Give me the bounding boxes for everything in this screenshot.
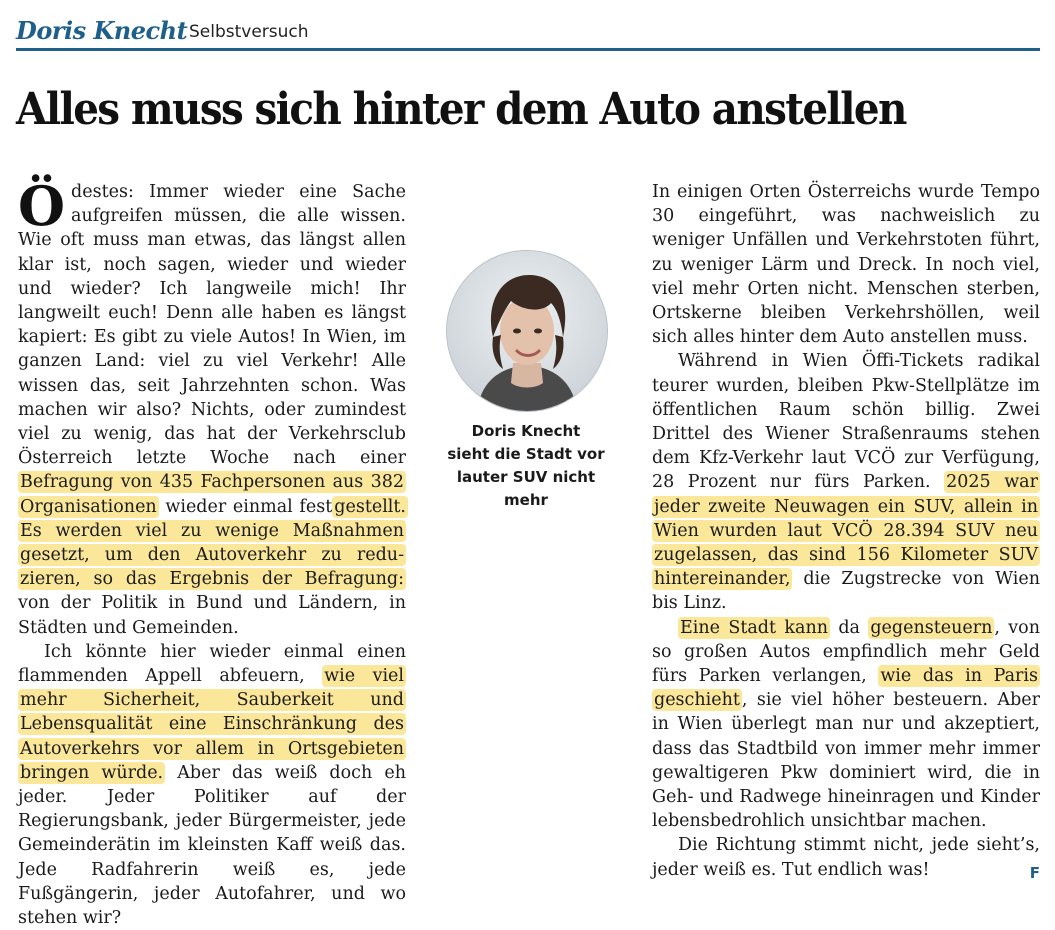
portrait-caption: [440, 420, 612, 512]
caption-line: lauter SUV nicht: [456, 468, 596, 486]
body-text: Während in Wien Öffi-Tickets radikal teurer wurden, bleiben Pkw-Stellplätze im öffentlichen Raum schön billig. Zwei Drittel des Wiener Straßenraums stehen dem Kfz-Verkehr laut VCÖ zur Verfügung, 28 Prozent nur fürs Parken.: [652, 351, 1040, 493]
body-text: destes: Immer wieder eine Sache aufgreifen müssen, die alle wissen. Wie oft muss man etwas, das längst allen klar ist, noch sagen, wieder und wieder und wieder? Ich langweile mich! Ihr langweilt euch! Denn alle haben es längst kapiert: Es gibt zu viele Autos! In Wien, im ganzen Land: viel zu viel Verkehr! Alle wissen das, seit Jahrzehnten schon. Was machen wir also? Nichts, oder zumindest viel zu wenig, das hat der Verkehrsclub Österreich letzte Woche nach einer: [18, 182, 406, 469]
body-text: wieder einmal fest: [158, 496, 333, 517]
drop-cap: Ö: [18, 174, 66, 238]
article-paragraph: [652, 180, 1040, 349]
highlighted-text: gegensteuern: [870, 617, 993, 638]
article-column-right: [652, 180, 1040, 885]
caption-line: sieht die Stadt vor: [447, 445, 605, 463]
body-text: , von so großen Autos empfindlich mehr Geld fürs Parken verlangen,: [652, 617, 1040, 687]
article-paragraph: [18, 174, 406, 640]
column-header: [16, 14, 1040, 51]
body-text: da: [829, 617, 869, 638]
highlighted-text: wie viel mehr Sicherheit, Sauberkeit und Lebensqualität eine Einschränkung des Autoverkehrs vor allem in Ortsgebieten bringen würde.: [20, 666, 405, 783]
highlighted-text: 2025 war jeder zweite Neuwagen ein SUV, allein in Wien wurden laut VCÖ 28.394 SUV neu zugelassen, das sind 156 Kilometer SUV hintereinander,: [654, 472, 1038, 590]
highlighted-text: Es werden viel zu wenige Maßnahmen gesetzt, um den Autoverkehr zu reduzieren, so das Ergebnis der Befragung:: [20, 520, 404, 590]
portrait-photo: [447, 251, 607, 411]
article-column-left: [18, 174, 406, 930]
article-paragraph: [652, 833, 1040, 881]
article-paragraph: [652, 616, 1040, 834]
article-paragraph: [18, 640, 406, 930]
highlighted-text: Eine Stadt kann: [680, 617, 828, 638]
author-name: Doris Knecht: [16, 16, 188, 45]
rubric-label: Selbstversuch: [189, 22, 309, 42]
body-text: Die Richtung stimmt nicht, jede sieht’s, jeder weiß es. Tut endlich was!: [652, 835, 1040, 880]
caption-line: mehr: [504, 491, 548, 509]
body-text: die Zugstrecke von Wien bis Linz.: [652, 569, 1040, 614]
body-text: Ich könnte hier wieder einmal einen flammenden Appell abfeuern,: [18, 641, 406, 687]
caption-line: Doris Knecht: [471, 422, 581, 440]
body-text: Aber das weiß doch eh jeder. Jeder Politiker auf der Regierungsbank, jeder Bürgermeister, jede Gemeinderätin im kleinsten Kaff weiß das. Jede Radfahrerin weiß es, jede Fußgängerin, jeder Autofahrer, und wo stehen wir?: [18, 762, 406, 929]
body-text: , sie viel höher besteuern. Aber in Wien überlegt man nur und akzeptiert, dass das Stadtbild von immer mehr immer gewaltigeren Pkw dominiert wird, die in Geh- und Radwege hineinragen und Kinder lebensbedrohlich unsichtbar machen.: [652, 690, 1040, 832]
highlighted-text: Befragung von 435 Fachpersonen aus 382 Organisationen: [20, 472, 404, 517]
highlighted-text: wie das in Paris geschieht: [654, 666, 1038, 711]
headline: Alles muss sich hinter dem Auto anstellen: [16, 84, 906, 135]
end-mark-icon: F: [1029, 863, 1040, 882]
author-portrait: [446, 250, 608, 412]
body-text: von der Politik in Bund und Ländern, in Städten und Gemeinden.: [18, 593, 406, 638]
body-text: In einigen Orten Österreichs wurde Tempo 30 eingeführt, was nachweislich zu weniger Unfällen und Verkehrstoten führt, zu weniger Lärm und Dreck. In noch viel, viel mehr Orten nicht. Menschen sterben, Ortskerne bleiben Verkehrshöllen, weil sich alles hinter dem Auto anstellen muss.: [652, 182, 1040, 348]
article-paragraph: [652, 349, 1040, 615]
highlighted-text: gestellt.: [334, 496, 406, 517]
